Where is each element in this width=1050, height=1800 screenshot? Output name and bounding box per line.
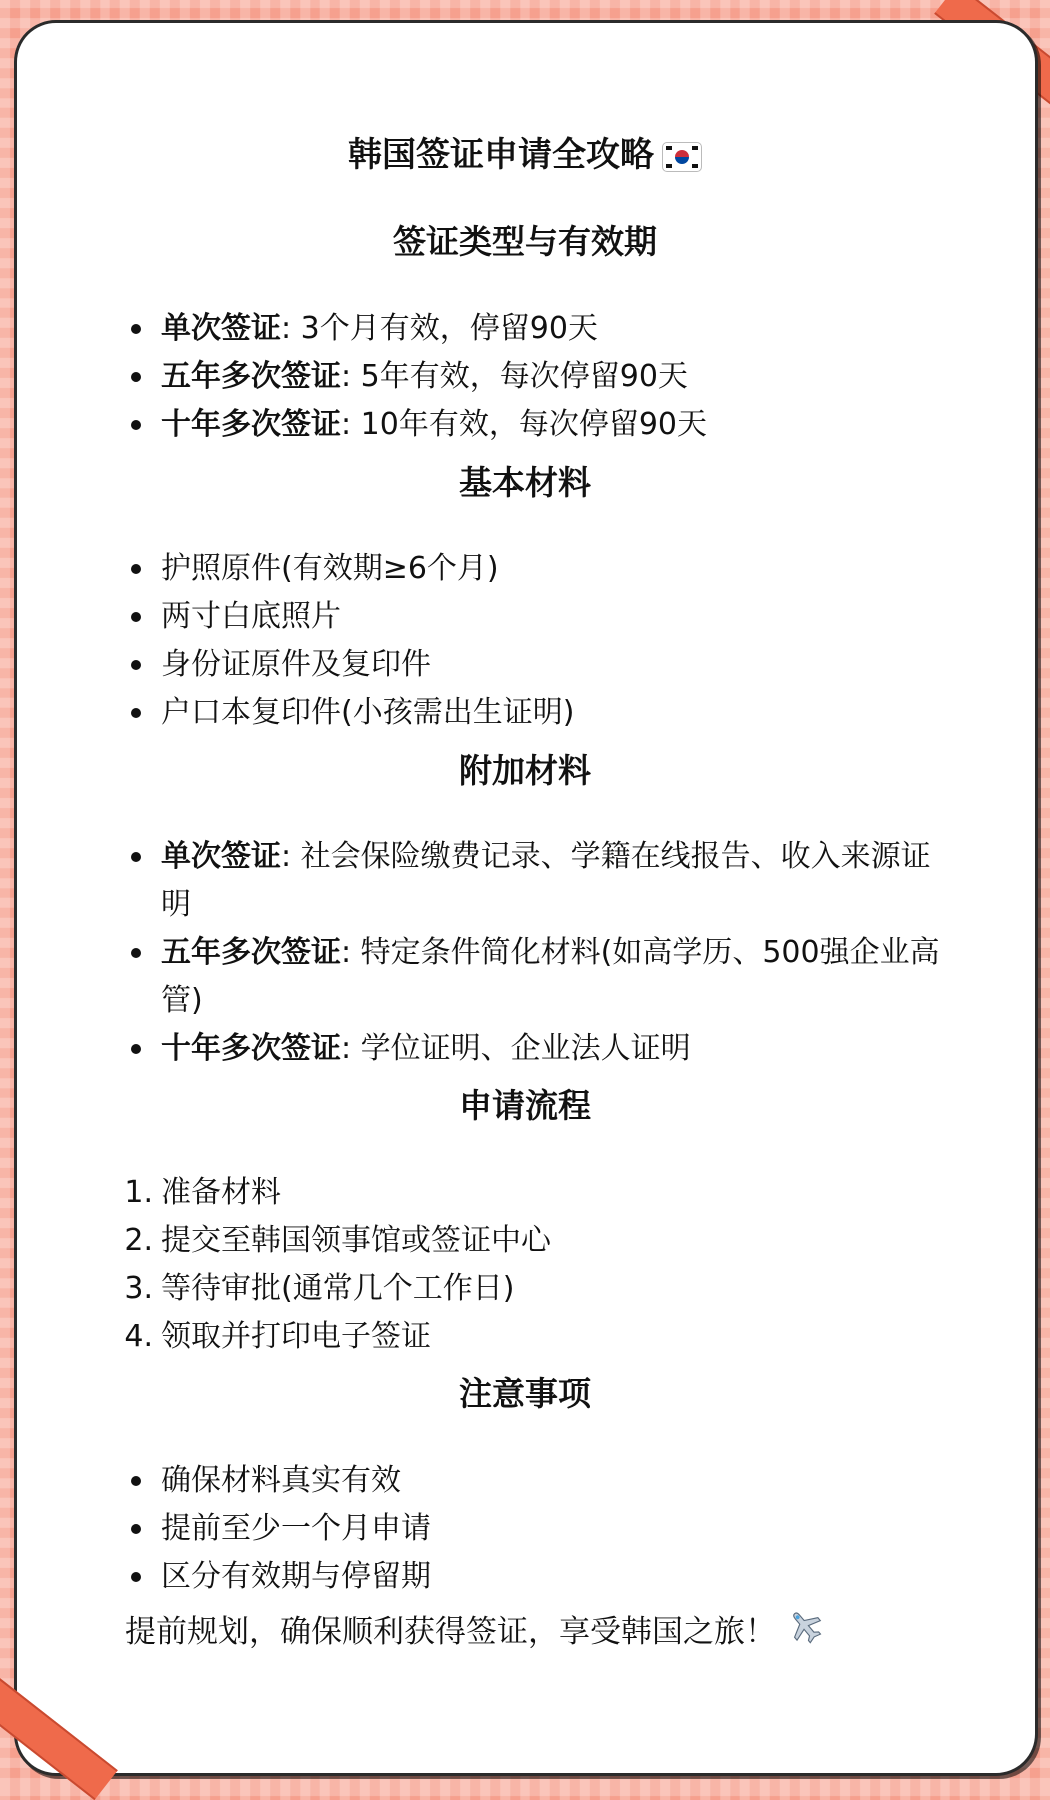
list-item — [125, 929, 945, 1025]
section-heading-extra-materials: 附加材料 — [459, 751, 591, 790]
list-item: 两寸白底照片 — [125, 593, 945, 641]
list-item — [125, 305, 945, 353]
list-item: 身份证原件及复印件 — [125, 641, 945, 689]
section-heading-process: 申请流程 — [459, 1086, 591, 1125]
south-korea-flag-icon — [662, 142, 702, 172]
visa-type-term: 十年多次签证 — [161, 407, 341, 442]
visa-types-list — [125, 305, 945, 449]
list-item — [125, 1265, 945, 1313]
list-item — [125, 401, 945, 449]
step-number: 3. — [124, 1271, 153, 1306]
list-item: 护照原件(有效期≥6个月) — [125, 545, 945, 593]
visa-type-term: 五年多次签证 — [161, 359, 341, 394]
visa-type-term: 单次签证 — [161, 839, 281, 874]
section-heading-visa-types: 签证类型与有效期 — [393, 222, 657, 261]
step-text: 准备材料 — [161, 1175, 281, 1210]
extra-materials-desc: : 社会保险缴费记录、学籍在线报告、收入来源证明 — [161, 839, 931, 922]
visa-type-term: 十年多次签证 — [161, 1031, 341, 1066]
section-heading-basic-materials: 基本材料 — [459, 463, 591, 502]
visa-type-term: 单次签证 — [161, 311, 281, 346]
airplane-icon — [786, 1607, 824, 1661]
extra-materials-desc: : 学位证明、企业法人证明 — [341, 1031, 691, 1066]
step-text: 领取并打印电子签证 — [161, 1319, 431, 1354]
closing-message-text: 提前规划，确保顺利获得签证，享受韩国之旅！ — [125, 1614, 776, 1650]
extra-materials-list — [125, 833, 945, 1073]
extra-materials-desc: : 特定条件简化材料(如高学历、500强企业高管) — [161, 935, 940, 1018]
step-number: 2. — [124, 1223, 153, 1258]
step-text: 提交至韩国领事馆或签证中心 — [161, 1223, 551, 1258]
list-item — [125, 1217, 945, 1265]
list-item — [125, 1025, 945, 1073]
list-item: 提前至少一个月申请 — [125, 1505, 945, 1553]
step-text: 等待审批(通常几个工作日) — [161, 1271, 515, 1306]
process-steps-list — [125, 1169, 945, 1361]
visa-type-term: 五年多次签证 — [161, 935, 341, 970]
visa-type-desc: : 5年有效，每次停留90天 — [341, 359, 688, 394]
list-item — [125, 1313, 945, 1361]
list-item — [125, 833, 945, 929]
list-item: 确保材料真实有效 — [125, 1457, 945, 1505]
step-number: 4. — [124, 1319, 153, 1354]
visa-type-desc: : 10年有效，每次停留90天 — [341, 407, 707, 442]
page-title — [0, 128, 1050, 182]
closing-message — [125, 1606, 824, 1661]
step-number: 1. — [124, 1175, 153, 1210]
list-item: 户口本复印件(小孩需出生证明) — [125, 689, 945, 737]
list-item: 区分有效期与停留期 — [125, 1553, 945, 1601]
visa-type-desc: : 3个月有效，停留90天 — [281, 311, 598, 346]
basic-materials-list — [125, 545, 945, 737]
page-title-text: 韩国签证申请全攻略 — [348, 135, 654, 175]
list-item — [125, 353, 945, 401]
notes-list — [125, 1457, 945, 1601]
section-heading-notes: 注意事项 — [459, 1374, 591, 1413]
list-item — [125, 1169, 945, 1217]
